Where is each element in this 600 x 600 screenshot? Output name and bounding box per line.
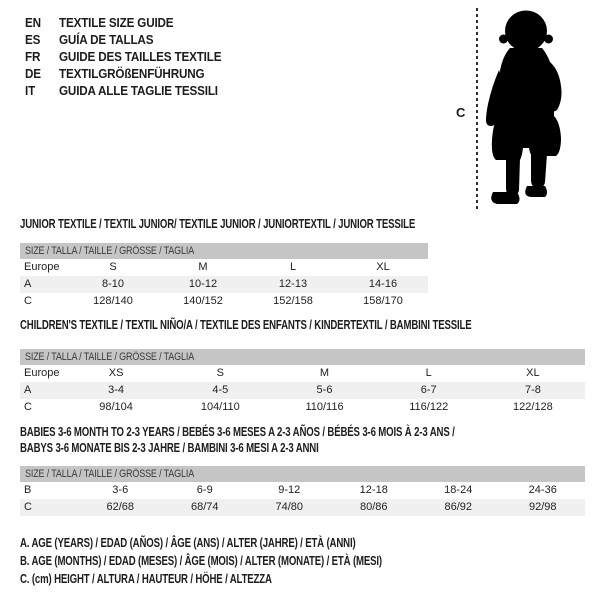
- size-cell: 7-8: [524, 384, 541, 396]
- language-title: [59, 31, 164, 48]
- table-row: [20, 276, 428, 293]
- language-code: [25, 14, 59, 31]
- language-code-text: EN: [25, 15, 41, 30]
- size-cell: 3-6: [112, 484, 129, 496]
- language-row: [25, 48, 239, 65]
- size-cell: 18-24: [444, 484, 473, 496]
- table-row: [20, 382, 585, 399]
- section-title-text: BABIES 3-6 MONTH TO 2-3 YEARS / BEBÉS 3-6 MESES A 2-3 AÑOS / BÉBÉS 3-6 MOIS À 2-3 ANS /: [20, 425, 455, 439]
- measurement-legend: [20, 534, 490, 588]
- section-title-text: CHILDREN'S TEXTILE / TEXTIL NIÑO/A / TEXTILE DES ENFANTS / KINDERTEXTIL / BAMBINI TESSILE: [20, 318, 472, 332]
- row-label: Europe: [24, 261, 60, 273]
- table-row: [20, 482, 585, 499]
- table-row: [20, 399, 585, 416]
- language-code-text: DE: [25, 66, 41, 81]
- language-row: [25, 31, 239, 48]
- size-cell: XL: [376, 261, 390, 273]
- table-row: [20, 365, 585, 382]
- size-header-text: SIZE / TALLA / TAILLE / GRÖSSE / TAGLIA: [25, 468, 195, 480]
- legend-line-text: A. AGE (YEARS) / EDAD (AÑOS) / ÂGE (ANS) / ALTER (JAHRE) / ETÀ (ANNI): [20, 536, 356, 550]
- language-code-text: IT: [25, 83, 36, 98]
- size-cell: 68/74: [190, 501, 219, 513]
- size-cell: 140/152: [183, 295, 223, 307]
- row-label: C: [24, 295, 32, 307]
- table-row: [20, 293, 428, 310]
- size-cell: 6-7: [420, 384, 437, 396]
- section-title-line: [20, 424, 584, 440]
- language-title: [59, 14, 186, 31]
- size-cell: 10-12: [188, 278, 218, 290]
- size-cell: 92/98: [528, 501, 557, 513]
- size-cell: M: [319, 367, 330, 379]
- legend-line: [20, 570, 490, 588]
- language-code: [25, 82, 59, 99]
- size-cell: 98/104: [99, 401, 133, 413]
- children-size-table: [20, 349, 585, 416]
- language-title-text: GUIDA ALLE TAGLIE TESSILI: [59, 83, 218, 98]
- size-cell: 74/80: [275, 501, 304, 513]
- size-cell: M: [198, 261, 208, 273]
- height-measure-label: C: [456, 105, 466, 120]
- language-code-text: FR: [25, 49, 41, 64]
- language-code: [25, 65, 59, 82]
- size-cell: 6-9: [196, 484, 213, 496]
- size-cell: 3-4: [108, 384, 125, 396]
- language-code: [25, 48, 59, 65]
- size-cell: L: [425, 367, 432, 379]
- legend-line: [20, 552, 490, 570]
- row-label: B: [24, 484, 32, 496]
- junior-section-title: [20, 216, 533, 232]
- size-cell: 12-13: [278, 278, 308, 290]
- language-title: [59, 65, 221, 82]
- size-header-text: SIZE / TALLA / TAILLE / GRÖSSE / TAGLIA: [25, 245, 195, 257]
- size-cell: 86/92: [444, 501, 473, 513]
- size-cell: 62/68: [106, 501, 135, 513]
- language-title-list: [25, 14, 239, 99]
- legend-line-text: C. (cm) HEIGHT / ALTURA / HAUTEUR / HÖHE / ALTEZZA: [20, 572, 272, 586]
- children-section-title: [20, 317, 600, 333]
- junior-size-table: [20, 243, 428, 310]
- section-title-text: JUNIOR TEXTILE / TEXTIL JUNIOR/ TEXTILE JUNIOR / JUNIORTEXTIL / JUNIOR TESSILE: [20, 217, 416, 231]
- size-cell: 24-36: [528, 484, 557, 496]
- size-header-text: SIZE / TALLA / TAILLE / GRÖSSE / TAGLIA: [25, 351, 195, 363]
- size-cell: 14-16: [368, 278, 398, 290]
- size-cell: S: [109, 261, 117, 273]
- size-cell: 152/158: [273, 295, 313, 307]
- row-label: C: [24, 401, 32, 413]
- legend-line-text: B. AGE (MONTHS) / EDAD (MESES) / ÂGE (MOIS) / ALTER (MONATE) / ETÀ (MESI): [20, 554, 382, 568]
- size-cell: 104/110: [200, 401, 240, 413]
- size-cell: 12-18: [359, 484, 388, 496]
- row-label: C: [24, 501, 32, 513]
- language-code: [25, 31, 59, 48]
- row-label: A: [24, 278, 32, 290]
- section-title-line: [20, 440, 584, 456]
- table-row: [20, 499, 585, 516]
- language-row: [25, 82, 239, 99]
- language-title-text: TEXTILE SIZE GUIDE: [59, 15, 174, 30]
- language-title: [59, 82, 236, 99]
- legend-line: [20, 534, 490, 552]
- language-title: [59, 48, 239, 65]
- size-cell: 110/116: [305, 401, 344, 413]
- section-title-line: [20, 317, 600, 333]
- size-cell: 5-6: [316, 384, 333, 396]
- size-cell: L: [289, 261, 297, 273]
- size-cell: S: [216, 367, 224, 379]
- size-cell: 116/122: [409, 401, 449, 413]
- baby-silhouette-icon: [484, 8, 568, 210]
- language-title-text: GUÍA DE TALLAS: [59, 32, 154, 47]
- size-cell: 9-12: [278, 484, 301, 496]
- size-cell: XL: [526, 367, 540, 379]
- babies-size-table: [20, 466, 585, 516]
- size-cell: 128/140: [93, 295, 133, 307]
- language-row: [25, 65, 239, 82]
- section-title-line: [20, 216, 533, 232]
- table-row: [20, 259, 428, 276]
- language-title-text: GUIDE DES TAILLES TEXTILE: [59, 49, 222, 64]
- size-cell: 4-5: [212, 384, 229, 396]
- section-title-text: BABYS 3-6 MONATE BIS 2-3 JAHRE / BAMBINI 3-6 MESI A 2-3 ANNI: [20, 441, 319, 455]
- babies-section-title: [20, 424, 584, 456]
- size-cell: 80/86: [359, 501, 388, 513]
- row-label: A: [24, 384, 32, 396]
- height-measure-dashed-line: [476, 8, 478, 210]
- language-title-text: TEXTILGRÖßENFÜHRUNG: [59, 66, 205, 81]
- size-cell: 122/128: [513, 401, 553, 413]
- language-row: [25, 14, 239, 31]
- language-code-text: ES: [25, 32, 41, 47]
- size-cell: XS: [108, 367, 124, 379]
- size-header-bar: [20, 243, 428, 259]
- size-cell: 8-10: [101, 278, 125, 290]
- size-header-bar: [20, 349, 585, 365]
- row-label: Europe: [24, 367, 60, 379]
- size-header-bar: [20, 466, 585, 482]
- size-cell: 158/170: [363, 295, 403, 307]
